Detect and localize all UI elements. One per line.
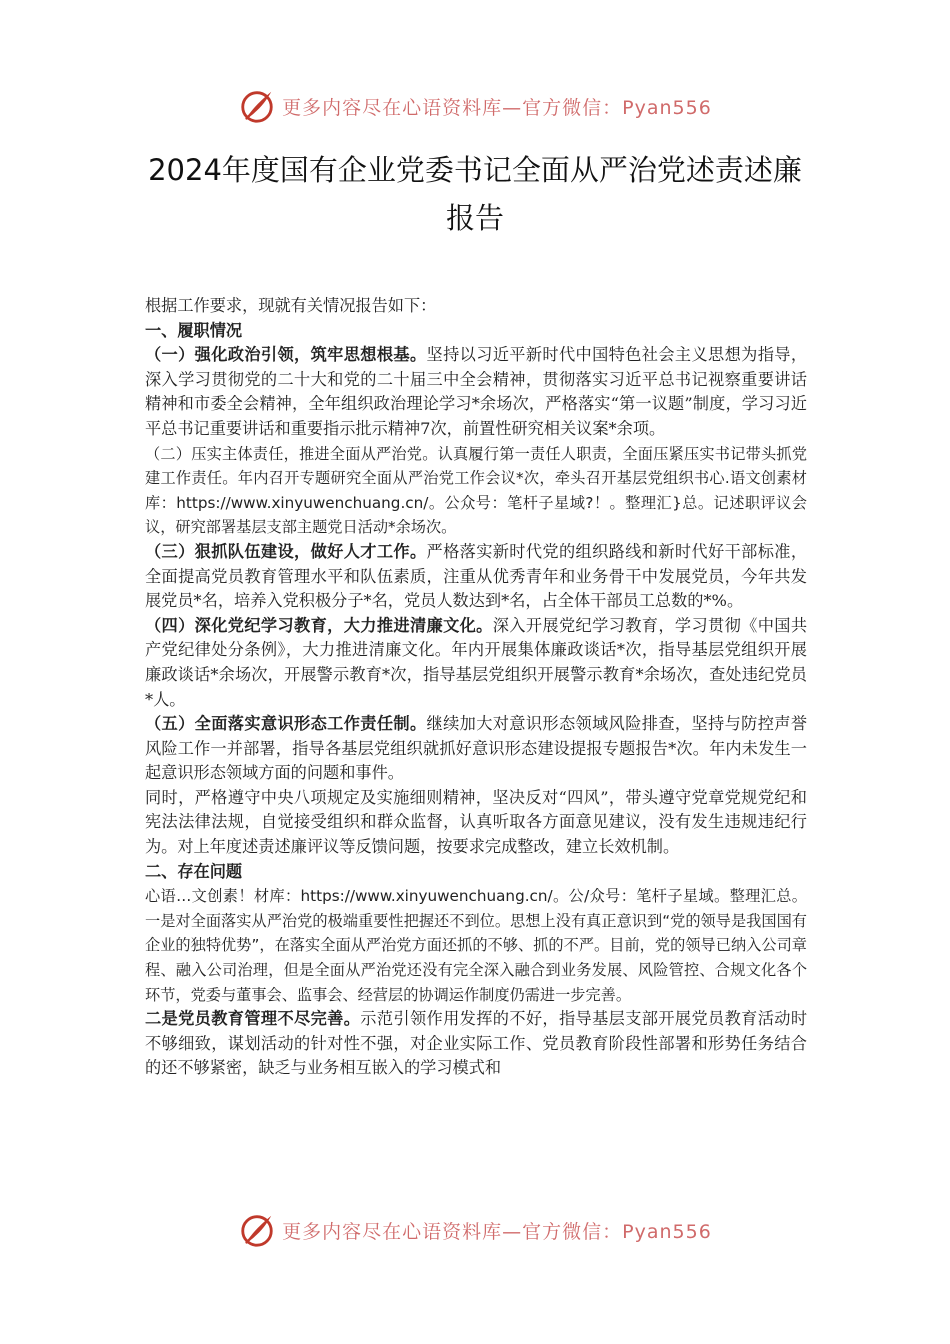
document-body [145, 294, 807, 1081]
watermark-text: 更多内容尽在心语资料库—官方微信：Pyan556 [282, 96, 712, 119]
watermark-footer [0, 1208, 950, 1252]
paragraph-3 [145, 540, 807, 614]
watermark-text: 更多内容尽在心语资料库—官方微信：Pyan556 [282, 1220, 712, 1243]
section-heading-1: 一、履职情况 [145, 320, 243, 340]
paragraph-5-body: 继续加大对意识形态领域风险排查，坚持与防控声誉风险工作一并部署，指导各基层党组织就抓好意识形态建设提报专题报告*次。年内未发生一起意识形态领域方面的问题和事件。 [145, 714, 808, 783]
feather-logo-icon [238, 1211, 276, 1249]
paragraph-3-heading: （三）狠抓队伍建设，做好人才工作。 [145, 541, 427, 561]
paragraph-5-heading: （五）全面落实意识形态工作责任制。 [145, 714, 427, 734]
paragraph-7: 心语…文创素！材库：https://www.xinyuwenchuang.cn/。公/众号：笔杆子星域。整理汇总。一是对全面落实从严治党的极端重要性把握还不到位。思想上没有真正意识到“党的领导是我国国有企业的独特优势”，在落实全面从严治党方面还抓的不够、抓的不严。目前，党的领导已纳入公司章程、融入公司治理，但是全面从严治党还没有完全深入融合到业务发展、风险管控、合规文化各个环节，党委与董事会、监事会、经营层的协调运作制度仍需进一步完善。 [145, 887, 807, 1004]
watermark-header [0, 84, 950, 128]
paragraph-4-body: 深入开展党纪学习教育，学习贯彻《中国共产党纪律处分条例》，大力推进清廉文化。年内开展集体廉政谈话*次，指导基层党组织开展廉政谈话*余场次，开展警示教育*次，指导基层党组织开展警示教育*余场次，查处违纪党员*人。 [145, 615, 808, 709]
feather-logo-icon [238, 87, 276, 125]
paragraph-3-body: 严格落实新时代党的组织路线和新时代好干部标准，全面提高党员教育管理水平和队伍素质，注重从优秀青年和业务骨干中发展党员，今年共发展党员*名，培养入党积极分子*名，党员人数达到*名，占全体干部员工总数的*%。 [145, 541, 808, 611]
paragraph-4-heading: （四）深化党纪学习教育，大力推进清廉文化。 [145, 615, 493, 635]
section-heading-2: 二、存在问题 [145, 861, 243, 881]
intro-paragraph: 根据工作要求，现就有关情况报告如下： [145, 296, 437, 315]
paragraph-8 [145, 1007, 807, 1081]
paragraph-8-body: 示范引领作用发挥的不好，指导基层支部开展党员教育活动时不够细致，谋划活动的针对性不强，对企业实际工作、党员教育阶段性部署和形势任务结合的还不够紧密，缺乏与业务相互嵌入的学习模式和 [145, 1009, 808, 1078]
paragraph-5 [145, 712, 807, 786]
paragraph-1-body: 坚持以习近平新时代中国特色社会主义思想为指导，深入学习贯彻党的二十大和党的二十届三中全会精神，贯彻落实习近平总书记视察重要讲话精神和市委全会精神，全年组织政治理论学习*余场次，严格落实“第一议题”制度，学习习近平总书记重要讲话和重要指示批示精神7次，前置性研究相关议案*余项。 [145, 345, 808, 438]
paragraph-1 [145, 343, 807, 441]
paragraph-2: （二）压实主体责任，推进全面从严治党。认真履行第一责任人职责，全面压紧压实书记带头抓党建工作责任。年内召开专题研究全面从严治党工作会议*次，牵头召开基层党组织书心.语文创素材库：https://www.xinyuwenchuang.cn/。公众号：笔杆子星域?！。整理汇}总。记述职评议会议，研究部署基层支部主题党日活动*余场次。 [145, 444, 807, 537]
paragraph-6: 同时，严格遵守中央八项规定及实施细则精神，坚决反对“四风”，带头遵守党章党规党纪和宪法法律法规，自觉接受组织和群众监督，认真听取各方面意见建议，没有发生违规违纪行为。对上年度述责述廉评议等反馈问题，按要求完成整改，建立长效机制。 [145, 787, 807, 857]
paragraph-4 [145, 614, 807, 712]
paragraph-8-heading: 二是党员教育管理不尽完善。 [145, 1009, 361, 1029]
paragraph-1-heading: （一）强化政治引领，筑牢思想根基。 [145, 345, 427, 365]
document-title: 2024年度国有企业党委书记全面从严治党述责述廉报告 [148, 153, 802, 235]
